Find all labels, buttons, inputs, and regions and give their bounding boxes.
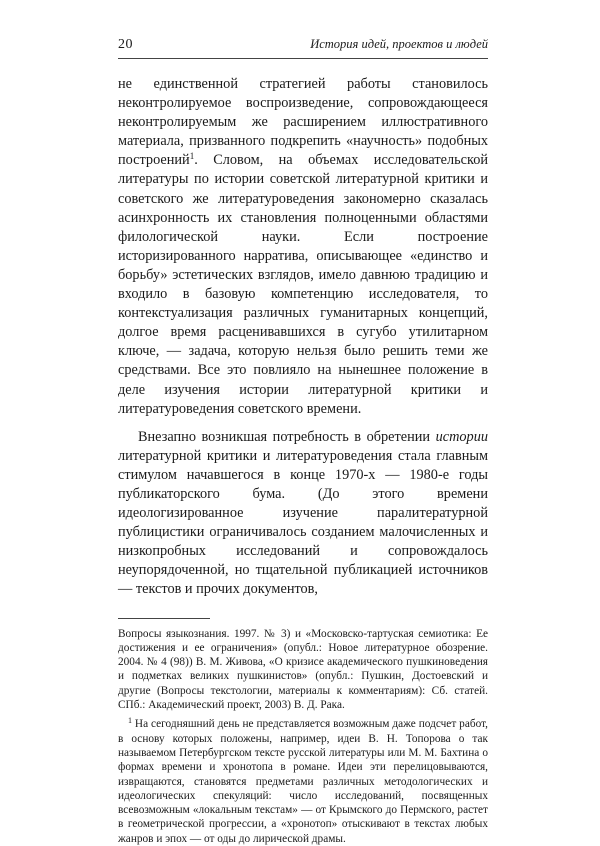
paragraph-2-emphasis: истории (435, 428, 488, 445)
footnote-1-marker: 1 (128, 716, 132, 726)
book-page (118, 36, 488, 846)
paragraph-1-text-cont: . Словом, на объемах исследовательской литературы по истории советской литературной критики и советского же литературоведения закономерно сказалась асинхронность их становления полноценными областями филологической науки. Если построение историзированного нарратива, описывающее «единство и борьбу» эстетических взглядов, имело давнюю традицию и входило в базовую компетенцию исследователя, то контекстуализация различных гуманитарных концепций, долгое время расценивавшихся в сугубо утилитарном ключе, — задача, которую нельзя было решить теми же средствами. Все это повлияло на нынешнее положение в деле изучения истории литературной критики и литературоведения советского времени. (118, 152, 488, 417)
footnote-ref-1: 1 (189, 151, 195, 162)
main-text (118, 75, 488, 600)
paragraph-2-text: Внезапно возникшая потребность в обретении (138, 428, 436, 445)
paragraph-2-text-cont: литературной критики и литературоведения стала главным стимулом начавшегося в конце 1970-х — 1980-е годы публикаторского бума. (До этого времени идеологизированное изучение паралитературной публицистики ограничивалось созданием малочисленных и низкопробных исследований и сопровождалось неупорядоченной, но тщательной публикацией источников — текстов и прочих документов, (118, 447, 488, 598)
paragraph-1-text: не единственной стратегией работы становилось неконтролируемое воспроизведение, сопровождающееся неконтролируемым же расширением иллюстративного материала, призванного подкрепить «научность» подобных построений (118, 76, 488, 169)
footnote-divider (118, 618, 210, 619)
footnote-1 (118, 717, 488, 846)
running-title: История идей, проектов и людей (310, 37, 488, 51)
paragraph-1 (118, 75, 488, 419)
footnote-continuation: Вопросы языкознания. 1997. № 3) и «Московско-тартуская семиотика: Ее достижения и ее ограничения» (опубл.: Новое литературное обозрение. 2004. № 4 (98)) В. М. Живова, «О кризисе академического пушкиноведения и подметках великих пушкинистов» (опубл.: Пушкин, Достоевский и другие (Вопросы текстологии, материалы к комментариям): Сб. статей. СПб.: Академический проект, 2003) В. Д. Рака. (118, 627, 488, 712)
page-number: 20 (118, 37, 133, 52)
running-head (118, 36, 488, 59)
footnotes (118, 627, 488, 846)
paragraph-2 (118, 428, 488, 600)
footnote-1-text: На сегодняшний день не представляется возможным даже подсчет работ, в основу которых положены, например, идеи В. Н. Топорова о так называемом Петербургском тексте русской литературы или М. М. Бахтина о формах времени и хронотопа в романе. Идеи эти перелицовываются, извращаются, становятся предметами различных методологических и идеологических спекуляций: число исследований, посвященных всевозможным «локальным текстам» — от Крымского до Пермского, растет в геометрической прогрессии, а «хронотоп» отыскивают в текстах любых жанров и эпох — от оды до лирической драмы. (118, 718, 488, 845)
